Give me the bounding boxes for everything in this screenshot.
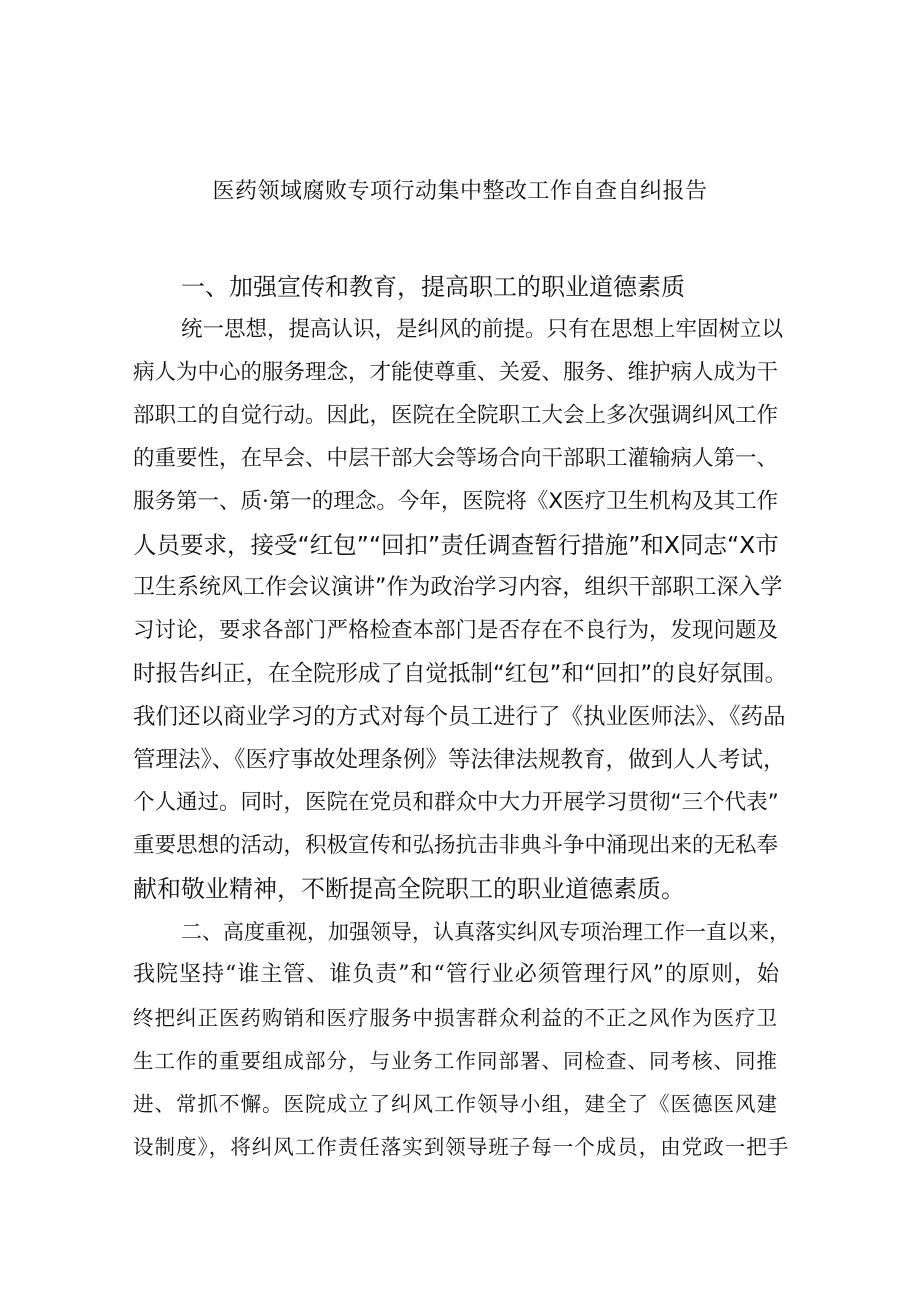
- paragraph-line: 病人为中心的服务理念，才能使尊重、关爱、服务、维护病人成为干: [133, 360, 779, 385]
- paragraph-line: 我们还以商业学习的方式对每个员工进行了《执业医师法》、《药品: [133, 704, 786, 730]
- paragraph-line: 部职工的自觉行动。因此，医院在全院职工大会上多次强调纠风工作: [133, 403, 779, 428]
- paragraph-line: 个人通过。同时，医院在党员和群众中大力开展学习贯彻“三个代表”: [133, 790, 779, 815]
- paragraph-line: 时报告纠正，在全院形成了自觉抵制“红包”和“回扣”的良好氛围。: [133, 661, 788, 687]
- paragraph-line: 我院坚持“谁主管、谁负责”和“管行业必须管理行风”的原则，始: [133, 962, 780, 987]
- paragraph-line: 服务第一、质·第一的理念。今年，医院将《X医疗卫生机构及其工作: [133, 489, 779, 514]
- section-heading-1: 一、加强宣传和教育，提高职工的职业道德素质: [181, 273, 685, 301]
- document-title: 医药领域腐败专项行动集中整改工作自查自纠报告: [212, 179, 708, 204]
- paragraph-line: 进、常抓不懈。医院成立了纠风工作领导小组，建全了《医德医风建: [133, 1092, 778, 1116]
- section-heading-2: 二、高度重视，加强领导，认真落实纠风专项治理工作一直以来，: [181, 920, 790, 944]
- paragraph-line: 生工作的重要组成部分，与业务工作同部署、同检查、同考核、同推: [133, 1049, 778, 1073]
- paragraph-line: 管理法》、《医疗事故处理条例》等法律法规教育，做到人人考试，: [133, 747, 786, 773]
- paragraph-line: 统一思想，提高认识，是纠风的前提。只有在思想上牢固树立以: [181, 317, 784, 342]
- paragraph-line: 设制度》，将纠风工作责任落实到领导班子每一个成员，由党政一把手: [133, 1135, 790, 1159]
- paragraph-line: 习讨论，要求各部门严格检查本部门是否存在不良行为，发现问题及: [133, 618, 779, 643]
- paragraph-line: 重要思想的活动，积极宣传和弘扬抗击非典斗争中涌现出来的无私奉: [133, 833, 779, 858]
- paragraph-line: 献和敬业精神，不断提高全院职工的职业道德素质。: [133, 875, 685, 903]
- paragraph-line: 卫生系统风工作会议演讲”作为政治学习内容，组织干部职工深入学: [133, 575, 783, 600]
- paragraph-line: 的重要性，在早会、中层干部大会等场合向干部职工灌输病人第一、: [133, 446, 779, 471]
- paragraph-line: 人员要求，接受“红包”“回扣”责任调查暂行措施”和X同志“X市: [133, 531, 779, 559]
- paragraph-line: 终把纠正医药购销和医疗服务中损害群众利益的不正之风作为医疗卫: [133, 1006, 778, 1030]
